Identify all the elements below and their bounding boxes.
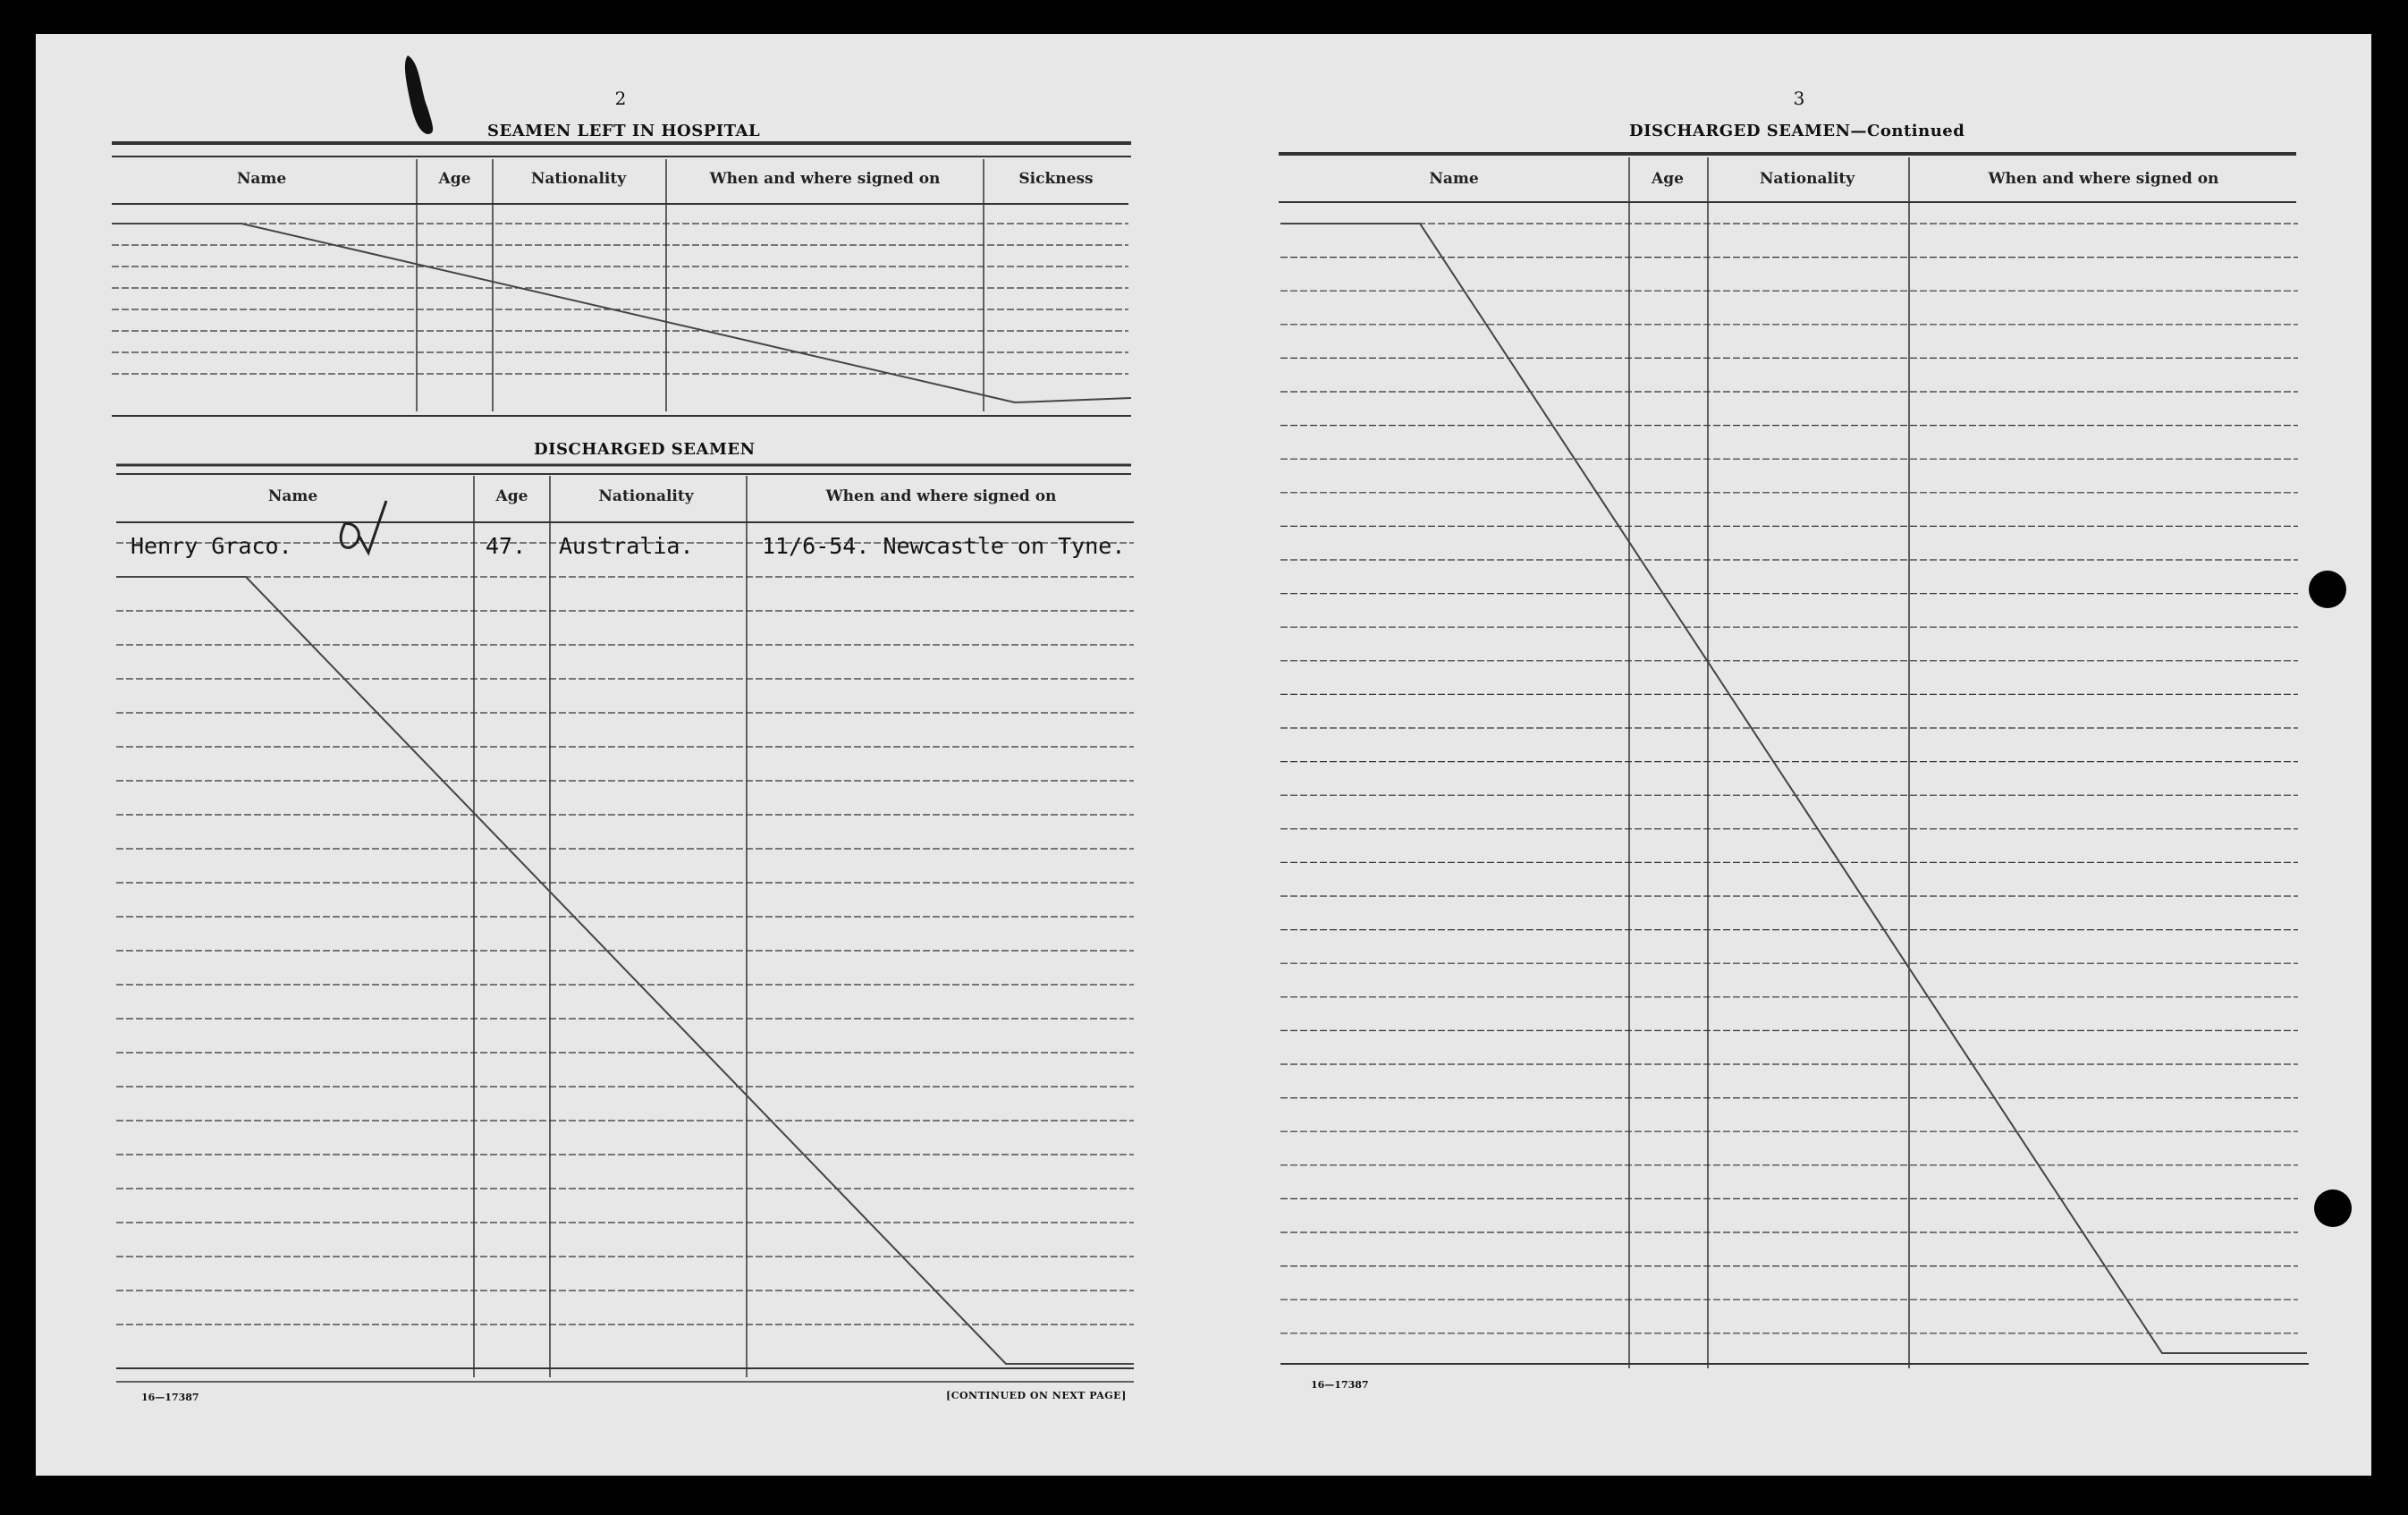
- discharged-section-title: DISCHARGED SEAMEN: [534, 440, 756, 459]
- discharged-col-nationality: Nationality: [598, 487, 694, 505]
- discharged-col-signed-on: When and where signed on: [825, 487, 1057, 505]
- page-number-right: 3: [1793, 88, 1805, 109]
- seaman-nationality: Australia.: [559, 533, 694, 559]
- seaman-signed-on: 11/6-54. Newcastle on Tyne.: [762, 533, 1126, 559]
- continued-note: [CONTINUED ON NEXT PAGE]: [946, 1390, 1127, 1401]
- continued-col-nationality: Nationality: [1759, 170, 1855, 188]
- hospital-col-signed-on: When and where signed on: [709, 170, 941, 188]
- hospital-col-age: Age: [438, 170, 471, 188]
- hospital-col-sickness: Sickness: [1018, 170, 1094, 188]
- continued-col-name: Name: [1429, 170, 1479, 188]
- continued-col-signed-on: When and where signed on: [1988, 170, 2219, 188]
- hospital-section-title: SEAMEN LEFT IN HOSPITAL: [487, 122, 761, 140]
- seaman-age: 47.: [486, 533, 527, 559]
- discharged-col-name: Name: [267, 487, 318, 505]
- cancel-stroke-continued: [1280, 224, 2307, 1353]
- cancel-stroke-hospital: [112, 224, 1131, 402]
- continued-col-age: Age: [1652, 170, 1684, 188]
- seaman-name: Henry Graco.: [131, 533, 292, 559]
- ink-blot: [405, 55, 433, 134]
- form-number-right: 16—17387: [1311, 1379, 1369, 1391]
- continued-section-title: DISCHARGED SEAMEN—Continued: [1629, 122, 1965, 140]
- form-number-left: 16—17387: [141, 1392, 199, 1403]
- discharged-col-age: Age: [495, 487, 528, 505]
- cancel-stroke-discharged: [116, 577, 1134, 1364]
- hospital-col-nationality: Nationality: [530, 170, 627, 188]
- page-number-left: 2: [614, 88, 627, 109]
- handwritten-check-mark: [341, 501, 386, 553]
- hospital-col-name: Name: [236, 170, 287, 188]
